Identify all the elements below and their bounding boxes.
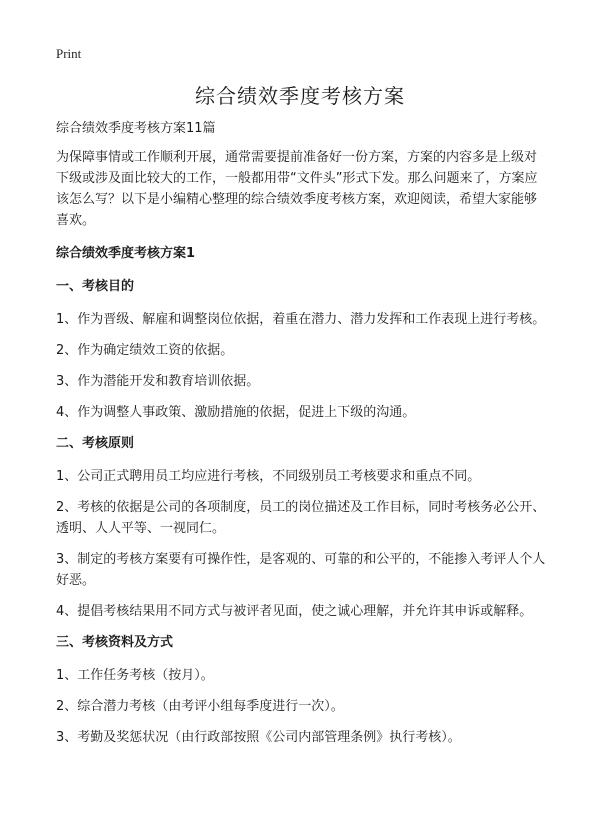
section-heading-principles: 二、考核原则 [56, 436, 135, 451]
intro-paragraph: 为保障事情或工作顺利开展，通常需要提前准备好一份方案，方案的内容多是上级对下级或涉及面比较大的工作，一般都用带“文件头”形式下发。那么问题来了，方案应该怎么写？以下是小编精心整理的综合绩效季度考核方案，欢迎阅读，希望大家能够喜欢。 [56, 150, 538, 228]
print-label: Print [56, 46, 82, 61]
list-item: 3、制定的考核方案要有可操作性，是客观的、可靠的和公平的，不能掺入考评人个人好恶。 [56, 552, 546, 588]
list-item: 4、作为调整人事政策、激励措施的依据，促进上下级的沟通。 [56, 405, 416, 420]
list-item: 1、作为晋级、解雇和调整岗位依据，着重在潜力、潜力发挥和工作表现上进行考核。 [56, 312, 546, 327]
page-title: 综合绩效季度考核方案 [195, 84, 405, 108]
section-heading-purpose: 一、考核目的 [56, 279, 135, 294]
list-item: 1、工作任务考核（按月）。 [56, 668, 214, 683]
document-body [56, 118, 546, 758]
list-item: 3、考勤及奖惩状况（由行政部按照《公司内部管理条例》执行考核）。 [56, 730, 461, 745]
plan-heading: 综合绩效季度考核方案1 [56, 246, 196, 261]
list-item: 1、公司正式聘用员工均应进行考核，不同级别员工考核要求和重点不同。 [56, 469, 481, 484]
list-item: 3、作为潜能开发和教育培训依据。 [56, 374, 260, 389]
list-item: 2、作为确定绩效工资的依据。 [56, 343, 234, 358]
list-item: 2、综合潜力考核（由考评小组每季度进行一次）。 [56, 699, 344, 714]
list-item: 4、提倡考核结果用不同方式与被评者见面，使之诚心理解，并允许其申诉或解释。 [56, 604, 533, 619]
section-heading-methods: 三、考核资料及方式 [56, 635, 174, 650]
list-item: 2、考核的依据是公司的各项制度，员工的岗位描述及工作目标，同时考核务必公开、透明、人人平等、一视同仁。 [56, 500, 546, 536]
document-subtitle: 综合绩效季度考核方案11篇 [56, 121, 216, 136]
